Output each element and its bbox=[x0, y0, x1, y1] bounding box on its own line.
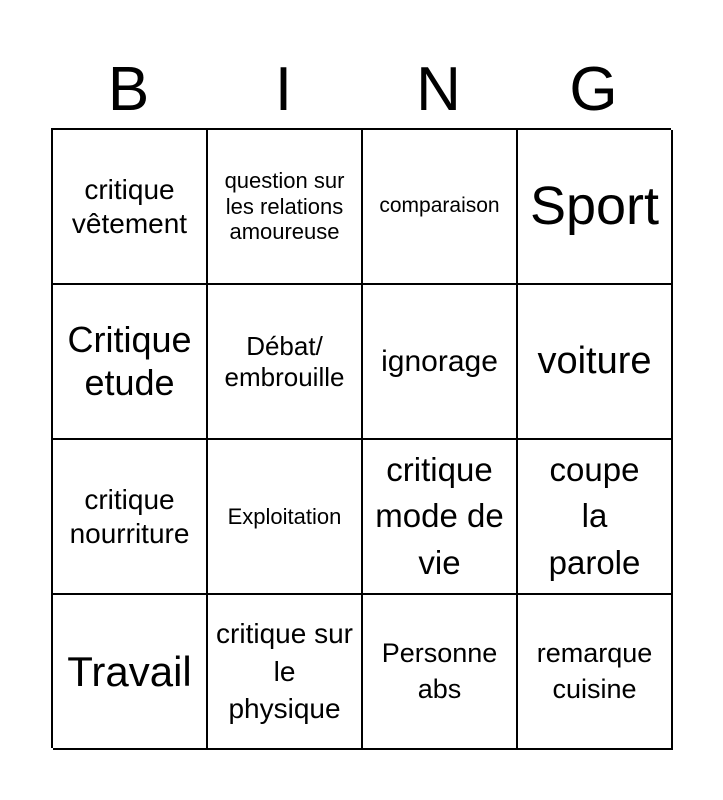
bingo-header bbox=[51, 52, 671, 128]
header-letter-g: G bbox=[569, 55, 618, 124]
bingo-cell[interactable] bbox=[53, 130, 208, 285]
bingo-cell[interactable] bbox=[208, 440, 363, 595]
bingo-cell[interactable] bbox=[53, 595, 208, 750]
cell-label: critique nourriture bbox=[69, 484, 190, 549]
cell-label: Exploitation bbox=[227, 503, 342, 529]
bingo-cell[interactable] bbox=[53, 285, 208, 440]
bingo-grid bbox=[51, 128, 671, 748]
cell-label: Critique etude bbox=[67, 319, 192, 403]
bingo-cell[interactable] bbox=[53, 440, 208, 595]
cell-label: ignorage bbox=[381, 344, 498, 378]
bingo-cell[interactable] bbox=[518, 285, 673, 440]
bingo-cell[interactable] bbox=[363, 440, 518, 595]
bingo-cell[interactable] bbox=[208, 130, 363, 285]
header-letter-b: B bbox=[107, 55, 150, 124]
cell-label: Débat/ embrouille bbox=[224, 330, 345, 392]
cell-label: Personne abs bbox=[381, 638, 498, 704]
cell-label: question sur les relations amoureuse bbox=[224, 167, 345, 245]
bingo-cell[interactable] bbox=[518, 595, 673, 750]
bingo-cell[interactable] bbox=[363, 595, 518, 750]
cell-label: voiture bbox=[537, 340, 652, 383]
cell-label: Travail bbox=[67, 647, 192, 695]
bingo-cell[interactable] bbox=[363, 130, 518, 285]
cell-label: Sport bbox=[529, 175, 660, 236]
cell-label: critique mode de vie bbox=[375, 451, 504, 581]
cell-label: critique vêtement bbox=[71, 174, 188, 239]
header-letter-n: N bbox=[416, 55, 461, 124]
bingo-cell[interactable] bbox=[363, 285, 518, 440]
cell-label: critique sur le physique bbox=[216, 617, 353, 725]
bingo-cell[interactable] bbox=[208, 285, 363, 440]
cell-label: remarque cuisine bbox=[536, 638, 653, 704]
bingo-cell[interactable] bbox=[208, 595, 363, 750]
bingo-cell[interactable] bbox=[518, 440, 673, 595]
cell-label: comparaison bbox=[379, 194, 500, 218]
cell-label: coupe la parole bbox=[548, 451, 641, 581]
header-letter-i: I bbox=[274, 55, 293, 124]
bingo-cell[interactable] bbox=[518, 130, 673, 285]
